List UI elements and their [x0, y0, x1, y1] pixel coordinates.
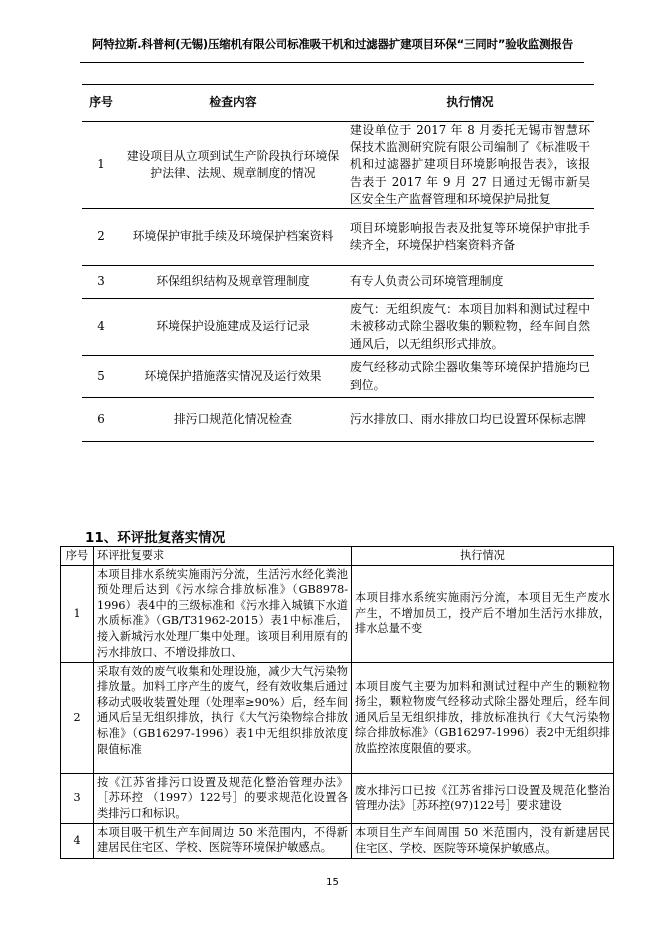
column-header-result: 执行情况 [346, 85, 594, 122]
column-header-result: 执行情况 [352, 547, 614, 566]
page-number: 15 [326, 877, 339, 888]
approval-requirement [94, 662, 352, 773]
approval-requirement [94, 565, 352, 662]
row-number: 6 [82, 398, 120, 442]
column-header-item: 检查内容 [120, 85, 346, 122]
row-number: 4 [61, 823, 94, 858]
check-item: 环保组织结构及规章管理制度 [120, 266, 346, 299]
table-row [82, 299, 594, 356]
approval-result: 本项目生产车间周围 50 米范围内，没有新建居民住宅区、学校、医院等环境保护敏感点。 [352, 823, 614, 858]
row-number: 3 [82, 266, 120, 299]
table-row [61, 565, 614, 662]
column-header-no: 序号 [82, 85, 120, 122]
section-heading: 11、环评批复落实情况 [85, 530, 226, 546]
column-header-no: 序号 [61, 547, 94, 566]
check-result: 建设单位于 2017 年 8 月委托无锡市智慧环保技术监测研究院有限公司编制了《标准吸干机和过滤器扩建项目环境影响报告表》，该报告表于 2017 年 9 月 27 日通过无锡市新吴区安全生产监督管理和环境保护局批复 [346, 122, 594, 209]
table-header-row [82, 85, 594, 122]
row-number: 2 [82, 209, 120, 266]
approval-requirement-text: 按《江苏省排污口设置及规范化整治管理办法》［苏环控 （1997）122号］的要求规范化设置各类排污口和标识。 [97, 775, 348, 820]
approval-table [60, 546, 614, 859]
check-result: 污水排放口、雨水排放口均已设置环保标志牌 [346, 398, 594, 442]
approval-requirement-text: 采取有效的废气收集和处理设施，减少大气污染物排放量。加料工序产生的废气，经有效收集后通过移动式吸收装置处理（处理率≥90%）后，经车间通风后呈无组织排放，执行《大气污染物综合排放标准》（GB16297-1996）表1中无组织排放浓度限值标准 [97, 664, 348, 756]
row-number: 3 [61, 773, 94, 823]
approval-requirement-text: 本项目排水系统实施雨污分流，生活污水经化粪池预处理后达到《污水综合排放标准》（GB8978-1996）表4中的三级标准和《污水排入城镇下水道水质标准》（GB/T31962-2015）表1中标准后，接入新城污水处理厂集中处理。该项目利用原有的污水排放口、不增设排放口、 [97, 567, 348, 659]
approval-result: 本项目排水系统实施雨污分流，本项目无生产废水产生，不增加员工，投产后不增加生活污水排放，排水总量不变 [352, 565, 614, 662]
approval-requirement [94, 823, 352, 858]
table-row [61, 773, 614, 823]
row-number: 1 [61, 565, 94, 662]
row-number: 4 [82, 299, 120, 356]
check-result: 项目环境影响报告表及批复等环境保护审批手续齐全，环境保护档案资料齐备 [346, 209, 594, 266]
approval-requirement-text: 本项目吸干机生产车间周边 50 米范围内，不得新建居民住宅区、学校、医院等环境保护敏感点。 [97, 825, 348, 855]
row-number: 2 [61, 662, 94, 773]
table-row [82, 266, 594, 299]
check-result: 有专人负责公司环境管理制度 [346, 266, 594, 299]
header-divider [80, 62, 584, 63]
table-row [82, 398, 594, 442]
row-number: 5 [82, 356, 120, 398]
inspection-table [82, 84, 594, 442]
table-row [82, 209, 594, 266]
column-header-requirement: 环评批复要求 [94, 547, 352, 566]
table-row [82, 356, 594, 398]
check-result: 废气：无组织废气：本项目加料和测试过程中未被移动式除尘器收集的颗粒物，经车间自然通风后，以无组织形式排放。 [346, 299, 594, 356]
check-item: 环境保护审批手续及环境保护档案资料 [120, 209, 346, 266]
approval-requirement [94, 773, 352, 823]
approval-result: 废水排污口已按《江苏省排污口设置及规范化整治管理办法》［苏环控(97)122号］要求建设 [352, 773, 614, 823]
table-row [82, 122, 594, 209]
check-item: 排污口规范化情况检查 [120, 398, 346, 442]
check-item: 建设项目从立项到试生产阶段执行环境保护法律、法规、规章制度的情况 [120, 122, 346, 209]
approval-result: 本项目废气主要为加料和测试过程中产生的颗粒物扬尘，颗粒物废气经移动式除尘器处理后，经车间通风后呈无组织排放，排放标准执行《大气污染物综合排放标准》（GB16297-1996）表2中无组织排放监控浓度限值的要求。 [352, 662, 614, 773]
table-row [61, 662, 614, 773]
check-item: 环境保护设施建成及运行记录 [120, 299, 346, 356]
check-result: 废气经移动式除尘器收集等环境保护措施均已到位。 [346, 356, 594, 398]
row-number: 1 [82, 122, 120, 209]
table-header-row [61, 547, 614, 566]
page-header: 阿特拉斯.科普柯(无锡)压缩机有限公司标准吸干机和过滤器扩建项目环保“三同时”验收监测报告 [92, 37, 573, 51]
check-item: 环境保护措施落实情况及运行效果 [120, 356, 346, 398]
table-row [61, 823, 614, 858]
